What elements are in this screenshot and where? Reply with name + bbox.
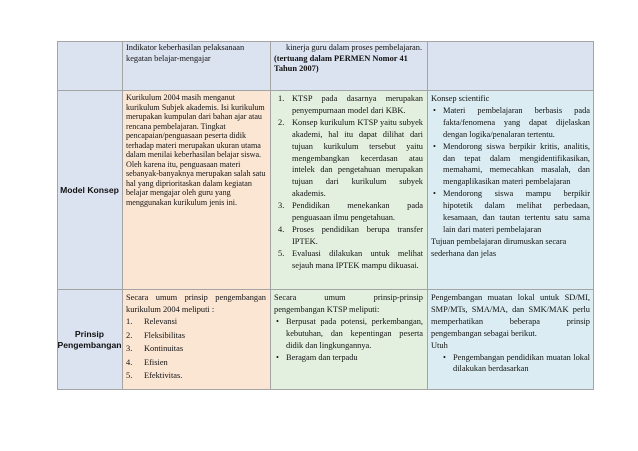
table-border: [57, 90, 594, 91]
row-label-prinsip: [57, 290, 122, 390]
comparison-table: [57, 41, 594, 390]
table-border: [57, 41, 58, 390]
bullet-icon: •: [433, 141, 436, 151]
list-item: 4. Efisien: [126, 357, 168, 367]
bullet-icon: •: [276, 316, 279, 326]
bullet-icon: •: [443, 352, 446, 362]
header-row-col-k13: [427, 41, 594, 91]
table-border: [57, 41, 594, 42]
table-border: [427, 41, 428, 390]
list-item: 5. Evaluasi dilakukan untuk melihat sejauh mana IPTEK mampu dikuasai.: [278, 248, 423, 270]
prinsip-kbk-list: [126, 315, 266, 383]
prinsip-label: Prinsip Pengembangan: [57, 329, 122, 350]
list-item: 2. Konsep kurikulum KTSP yaitu subyek akademi, hal itu dapat dilihat dari tujuan kurikulum tersebut yaitu mengembangkan kecerdasan atau intelek dan pengetahuan merupakan tujuan dari kurikulum subyek akademis.: [278, 117, 423, 199]
header-row-col-ktsp: [270, 41, 427, 91]
prinsip-kbk-cell: [122, 290, 270, 390]
table-border: [593, 41, 594, 390]
list-item: • Beragam dan terpadu: [276, 352, 358, 362]
list-item: • Mendorong siswa mampu berpikir hipotetik dalam melihat perbedaan, kesamaan, dan tautan tertentu satu sama lain dari materi pembelajaran: [433, 189, 590, 234]
prinsip-ktsp-intro: Secara umum prinsip-prinsip pengembangan KTSP meliputi:: [274, 293, 423, 314]
list-item: • Materi pembelajaran berbasis pada fakta/fenomena yang dapat dijelaskan dengan logika/penalaran tertentu.: [433, 105, 590, 139]
table-border: [122, 41, 123, 390]
model-konsep-kbk-text: Kurikulum 2004 masih menganut kurikulum Subjek akademis. Isi kurikulum merupakan kumpulan dari bahan ajar atau rencana pembelajaran. Tingkat pencapaian/penguasaan peserta didik terhadap materi merupakan ukuran utama dalam menilai keberhasilan belajar siswa. Oleh karena itu, penguasaan materi sebanyak-banyaknya merupakan salah satu hal yang diprioritaskan dalam kegiatan belajar mengajar oleh guru yang menggunakan kurikulum jenis ini.: [126, 93, 266, 208]
prinsip-k13-utuh: Utuh: [431, 340, 448, 350]
list-item: 1. Relevansi: [126, 317, 178, 326]
header-ktsp-text: kinerja guru dalam proses pembelajaran.: [286, 43, 423, 52]
prinsip-k13-cell: [427, 290, 594, 390]
table-border: [270, 41, 271, 390]
table-border: [57, 289, 594, 290]
prinsip-kbk-intro: Secara umum prinsip pengembangan kurikulum 2004 meliputi :: [126, 293, 266, 314]
prinsip-k13-intro: Pengembangan muatan lokal untuk SD/MI, SMP/MTs, SMA/MA, dan SMK/MAK perlu memperhatikan beberapa prinsip pengembangan sebagai berikut.: [431, 293, 590, 338]
model-konsep-k13-list: [431, 105, 590, 236]
header-ktsp-permen: (tertuang dalam PERMEN Nomor 41 Tahun 2007): [274, 53, 408, 74]
model-konsep-ktsp-cell: [270, 91, 427, 290]
table-border: [57, 389, 594, 390]
list-item: • Mendorong siswa berpikir kritis, analitis, dan tepat dalam mengidentifikasikan, memahami, memecahkan masalah, dan mengaplikasikan materi pembelajaran: [433, 141, 590, 187]
model-konsep-k13-cell: [427, 91, 594, 290]
prinsip-ktsp-list: [274, 316, 423, 364]
model-konsep-ktsp-list: [274, 93, 423, 272]
list-item: 1. KTSP pada dasarnya merupakan penyempurnaan model dari KBK.: [278, 94, 423, 115]
header-row-label-cell: [57, 41, 122, 91]
list-item: 3. Pendidikan menekankan pada penguasaan ilmu pengetahuan.: [278, 201, 423, 223]
model-konsep-kbk-cell: [122, 91, 270, 290]
list-item: 3. Kontinuitas: [126, 344, 184, 353]
header-indicator-text: Indikator keberhasilan pelaksanaan kegatan belajar-mengajar: [126, 43, 245, 63]
header-row-col-2016: [122, 41, 270, 91]
list-item: • Berpusat pada potensi, perkembangan, kebutuhan, dan kepentingan peserta didik dan lingkungannya.: [276, 316, 423, 350]
bullet-icon: •: [433, 105, 436, 115]
prinsip-ktsp-cell: [270, 290, 427, 390]
model-konsep-k13-outro: Tujuan pembelajaran dirumuskan secara sederhana dan jelas: [431, 236, 567, 258]
list-item: 4. Proses pendidikan berupa transfer IPTEK.: [278, 224, 423, 246]
model-konsep-k13-intro: Konsep scientific: [431, 94, 490, 103]
model-konsep-label: Model Konsep: [60, 185, 119, 195]
prinsip-k13-list: [431, 352, 590, 376]
list-item: 5. Efektivitas.: [126, 371, 183, 380]
bullet-icon: •: [276, 352, 279, 362]
list-item: 2. Fleksibilitas: [126, 330, 185, 340]
list-item: • Pengembangan pendidikan muatan lokal dilakukan berdasarkan: [443, 352, 590, 374]
row-label-model-konsep: [57, 91, 122, 290]
bullet-icon: •: [433, 189, 436, 199]
